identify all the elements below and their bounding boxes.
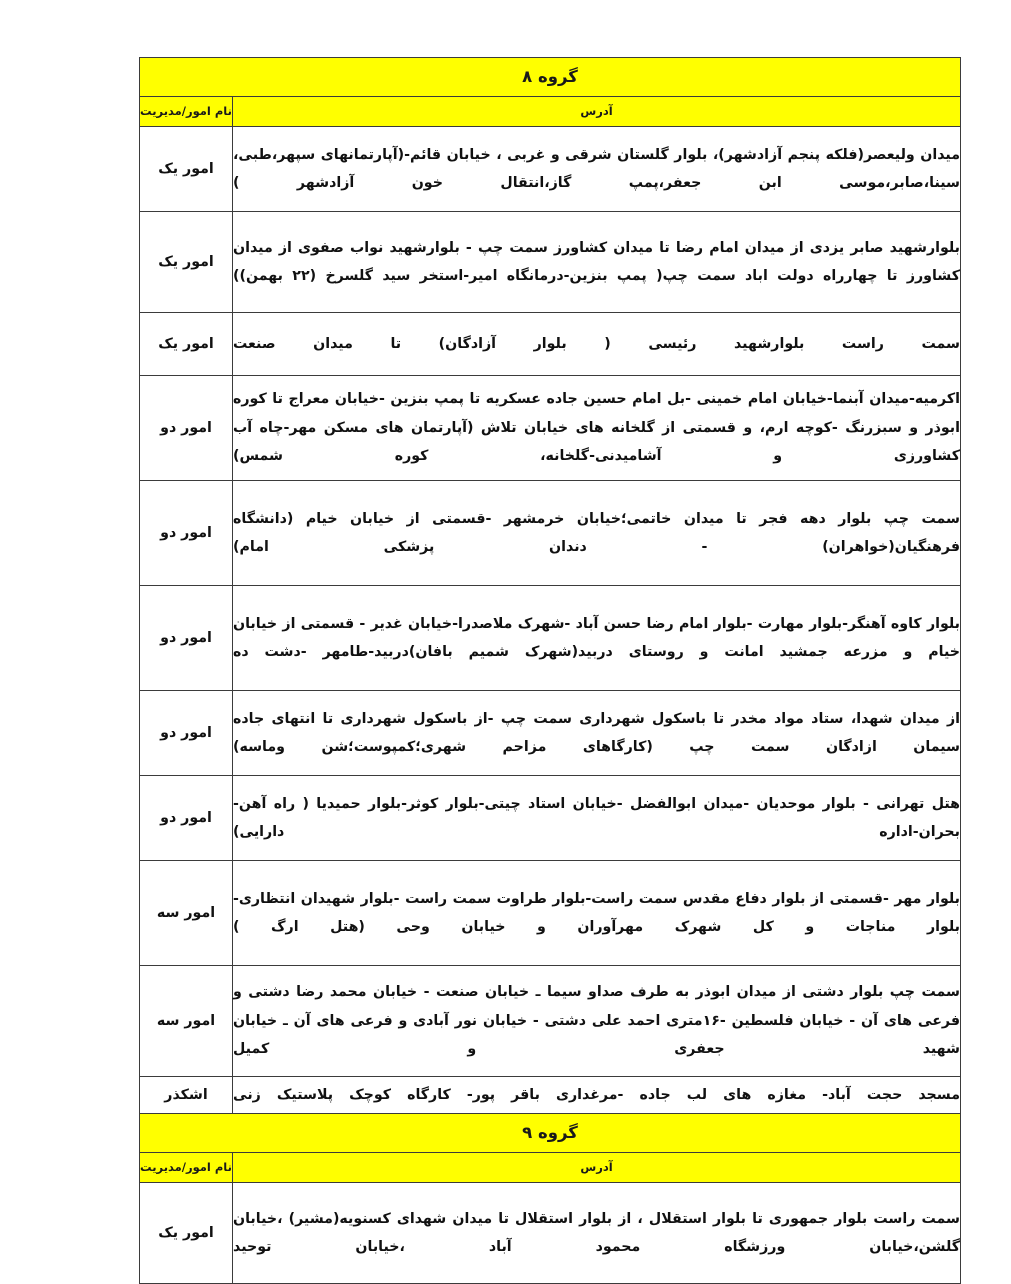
table-row — [140, 861, 961, 966]
address-cell — [233, 861, 961, 966]
management-cell: امور دو — [140, 776, 233, 861]
header-address: آدرس — [233, 1153, 961, 1183]
management-cell: اشکذر — [140, 1077, 233, 1114]
management-cell: امور یک — [140, 1183, 233, 1284]
address-table — [139, 57, 961, 1284]
table-row — [140, 966, 961, 1077]
address-text: بلوار کاوه آهنگر-بلوار مهارت -بلوار امام رضا حسن آباد -شهرک ملاصدرا-خیابان غدیر - قسمتی از خیابان خیام و مزرعه جمشید امانت و روستای دربید(شهرک شمیم بافان)دربید-طامهر -دشت ده — [233, 615, 960, 660]
management-cell: امور دو — [140, 586, 233, 691]
address-text: سمت راست بلوار جمهوری تا بلوار استقلال ، از بلوار استقلال تا میدان شهدای کسنویه(مشیر) ،خیابان گلشن،خیابان ورزشگاه محمود آباد ،خیابان توحید — [233, 1210, 960, 1255]
address-text: سمت راست بلوارشهید رئیسی ( بلوار آزادگان) تا میدان صنعت — [233, 335, 960, 352]
header-address: آدرس — [233, 97, 961, 127]
group-title-row — [140, 1114, 961, 1153]
header-management: نام امور/مدیریت — [140, 97, 233, 127]
group-title-cell: گروه ۸ — [140, 58, 961, 97]
address-cell — [233, 376, 961, 481]
management-cell: امور دو — [140, 481, 233, 586]
table-row — [140, 481, 961, 586]
column-header-row — [140, 97, 961, 127]
address-text: سمت چپ بلوار دشتی از میدان ابوذر به طرف صداو سیما ـ خیابان صنعت - خیابان محمد رضا دشتی و فرعی های آن - خیابان فلسطین -۱۶متری احمد علی دشتی - خیابان نور آبادی و فرعی های آن ـ خیابان شهید جعفری و کمیل — [233, 984, 960, 1058]
address-text: میدان ولیعصر(فلکه پنجم آزادشهر)، بلوار گلستان شرقی و غربی ، خیابان قائم-(آپارتمانهای سپهر،طبی، سینا،صابر،موسی ابن جعفر،پمپ گاز،انتقال خون آزادشهر ) — [233, 146, 960, 191]
group-title-row — [140, 58, 961, 97]
address-cell — [233, 966, 961, 1077]
table-row — [140, 1183, 961, 1284]
management-cell: امور یک — [140, 313, 233, 376]
management-cell: امور دو — [140, 691, 233, 776]
column-header-row — [140, 1153, 961, 1183]
table-row — [140, 691, 961, 776]
address-cell — [233, 127, 961, 212]
address-cell — [233, 691, 961, 776]
management-cell: امور یک — [140, 212, 233, 313]
table-row — [140, 376, 961, 481]
management-cell: امور سه — [140, 861, 233, 966]
address-cell — [233, 313, 961, 376]
management-cell: امور یک — [140, 127, 233, 212]
address-text: سمت چپ بلوار دهه فجر تا میدان خاتمی؛خیابان خرمشهر -قسمتی از خیابان خیام (دانشگاه فرهنگیان(خواهران) - دندان پزشکی امام) — [233, 510, 960, 555]
group-title-cell: گروه ۹ — [140, 1114, 961, 1153]
address-cell — [233, 481, 961, 586]
table-row — [140, 127, 961, 212]
table-row — [140, 212, 961, 313]
table-row — [140, 313, 961, 376]
address-cell — [233, 776, 961, 861]
address-text: بلوارشهید صابر یزدی از میدان امام رضا تا میدان کشاورز سمت چپ - بلوارشهید نواب صفوی از میدان کشاورز تا چهارراه دولت اباد سمت چپ( پمپ بنزین-درمانگاه امیر-استخر سید گلسرخ (۲۲ بهمن)) — [233, 239, 960, 284]
address-text: اکرمیه-میدان آبنما-خیابان امام خمینی -بل امام حسین جاده عسکریه تا پمپ بنزین -خیابان معراج تا کوره ابوذر و سبزرنگ -کوچه ارم، و قسمتی از گلخانه های خیابان تلاش (آپارتمان های مسکن مهر-چاه آب کشاورزی و آشامیدنی-گلخانه، کوره شمس) — [233, 391, 960, 465]
address-cell — [233, 586, 961, 691]
header-management: نام امور/مدیریت — [140, 1153, 233, 1183]
table-row — [140, 586, 961, 691]
table-row — [140, 776, 961, 861]
address-cell — [233, 212, 961, 313]
address-cell — [233, 1183, 961, 1284]
address-cell — [233, 1077, 961, 1114]
address-table-body — [140, 58, 961, 1284]
address-text: هتل تهرانی - بلوار موحدیان -میدان ابوالفضل -خیابان استاد چیتی-بلوار کوثر-بلوار حمیدیا ( راه آهن-بحران-اداره دارایی) — [233, 795, 960, 840]
management-cell: امور دو — [140, 376, 233, 481]
management-cell: امور سه — [140, 966, 233, 1077]
address-text: مسجد حجت آباد- مغازه های لب جاده -مرغداری باقر پور- کارگاه کوچک پلاستیک زنی — [233, 1086, 960, 1103]
address-text: از میدان شهدا، ستاد مواد مخدر تا باسکول شهرداری سمت چپ -از باسکول شهرداری تا انتهای جاده سیمان ازادگان سمت چپ (کارگاهای مزاحم شهری؛کمپوست؛شن وماسه) — [233, 710, 960, 755]
table-row — [140, 1077, 961, 1114]
address-text: بلوار مهر -قسمتی از بلوار دفاع مقدس سمت راست-بلوار طراوت سمت راست -بلوار شهیدان انتظاری-بلوار مناجات و کل شهرک مهرآوران و خیابان وحی (هتل ارگ ) — [233, 890, 960, 935]
address-table-container — [140, 57, 961, 1284]
